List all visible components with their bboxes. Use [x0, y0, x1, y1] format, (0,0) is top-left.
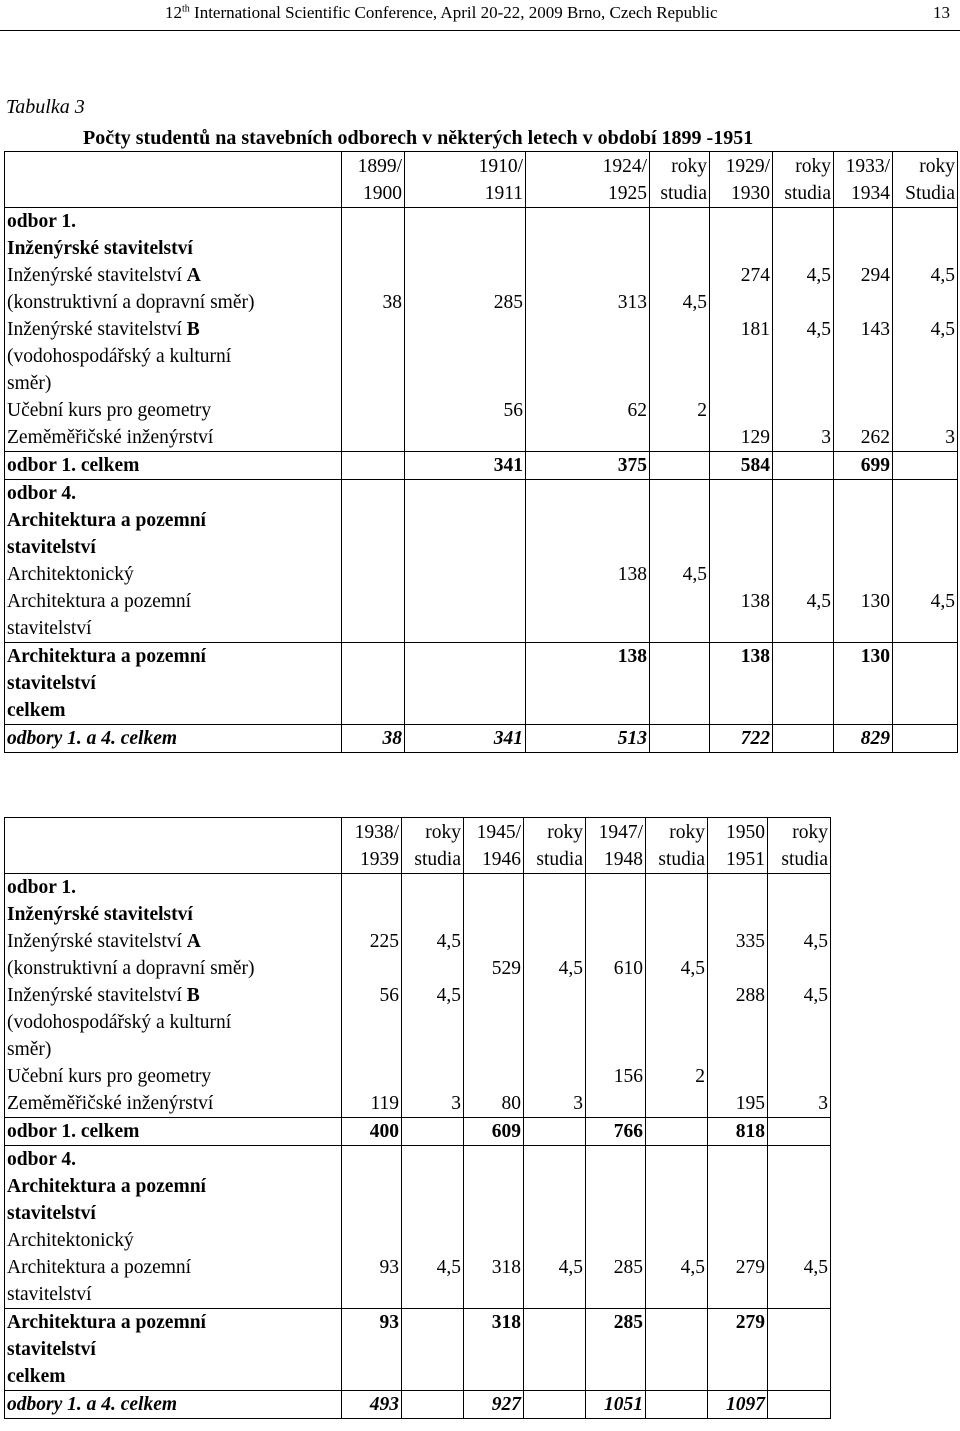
- col-header: 1945/ 1946: [464, 818, 524, 874]
- table-cell: [524, 1118, 586, 1146]
- col-header: roky studia: [650, 152, 710, 208]
- header-row: [5, 818, 831, 874]
- table-cell: 722: [710, 725, 773, 753]
- table-cell: 4,5 2: [650, 208, 710, 452]
- row-label: odbor 4. Architektura a pozemní stavitelství Architektonický Architektura a pozemní stavitelství: [5, 480, 342, 643]
- row-label: odbor 1. celkem: [5, 452, 342, 480]
- table-cell: [405, 480, 526, 643]
- table-cell: 4,5: [402, 1146, 464, 1309]
- table-cell: 38: [342, 725, 405, 753]
- header-empty: [5, 152, 342, 208]
- table-cell: [650, 452, 710, 480]
- col-header: 1950 1951: [708, 818, 768, 874]
- table-cell: 829: [834, 725, 893, 753]
- table-cell: 285 56: [405, 208, 526, 452]
- table-row-odbor1-celkem: [5, 452, 958, 480]
- table-cell: [893, 643, 958, 725]
- table-cell: [405, 643, 526, 725]
- table-cell: 4,5 3: [524, 874, 586, 1118]
- col-header: roky studia: [773, 152, 834, 208]
- table-cell: [646, 1391, 708, 1419]
- table-cell: [524, 1391, 586, 1419]
- table-cell: [773, 725, 834, 753]
- table-title: Počty studentů na stavebních odborech v některých letech v období 1899 -1951: [83, 127, 754, 149]
- table-cell: 400: [342, 1118, 402, 1146]
- table-row-odbor1-celkem: [5, 1118, 831, 1146]
- student-table-1899-1934: [4, 151, 958, 753]
- table-cell: 4,5 4,5 3: [893, 208, 958, 452]
- table-cell: 279: [708, 1146, 768, 1309]
- table-cell: [524, 1309, 586, 1391]
- table-cell: 610 156: [586, 874, 646, 1118]
- table-cell: 493: [342, 1391, 402, 1419]
- table-cell: 699: [834, 452, 893, 480]
- table-cell: 138: [526, 480, 650, 643]
- row-label: odbor 1. Inženýrské stavitelství Inženýrské stavitelství A (konstruktivní a dopravní směr) Inženýrské stavitelství B (vodohospodářský a kulturní směr) Učební kurs pro geometry Zeměměřičské inženýrství: [5, 874, 342, 1118]
- table-cell: 4,5: [768, 1146, 831, 1309]
- table-cell: [893, 452, 958, 480]
- col-header: roky studia: [402, 818, 464, 874]
- table-cell: [893, 725, 958, 753]
- table-cell: 4,5 4,5 3: [402, 874, 464, 1118]
- table-cell: 274 181 129: [710, 208, 773, 452]
- table-cell: [650, 725, 710, 753]
- table-cell: 4,5 2: [646, 874, 708, 1118]
- table-cell: 38: [342, 208, 405, 452]
- table-row-odbory-celkem: [5, 1391, 831, 1419]
- row-label: Architektura a pozemní stavitelství celkem: [5, 643, 342, 725]
- table-cell: 130: [834, 643, 893, 725]
- table-cell: [768, 1309, 831, 1391]
- table-cell: 341: [405, 725, 526, 753]
- col-header: 1938/ 1939: [342, 818, 402, 874]
- table-cell: 313 62: [526, 208, 650, 452]
- table-cell: [402, 1309, 464, 1391]
- table-cell: [342, 480, 405, 643]
- row-label: odbor 4. Architektura a pozemní stavitelství Architektonický Architektura a pozemní stavitelství: [5, 1146, 342, 1309]
- table-cell: [773, 452, 834, 480]
- row-label: odbor 1. Inženýrské stavitelství Inženýrské stavitelství A (konstruktivní a dopravní směr) Inženýrské stavitelství B (vodohospodářský a kulturní směr) Učební kurs pro geometry Zeměměřičské inženýrství: [5, 208, 342, 452]
- table-cell: [402, 1391, 464, 1419]
- table-cell: 294 143 262: [834, 208, 893, 452]
- table-cell: 529 80: [464, 874, 524, 1118]
- table-cell: 927: [464, 1391, 524, 1419]
- table-cell: 4,5: [650, 480, 710, 643]
- header-row: [5, 152, 958, 208]
- col-header: roky studia: [524, 818, 586, 874]
- table-row-odbor4: [5, 1146, 831, 1309]
- table-row-odbory-celkem: [5, 725, 958, 753]
- table-cell: 375: [526, 452, 650, 480]
- table-cell: 1051: [586, 1391, 646, 1419]
- table-cell: 1097: [708, 1391, 768, 1419]
- col-header: 1947/ 1948: [586, 818, 646, 874]
- table-cell: 335 288 195: [708, 874, 768, 1118]
- table-cell: [773, 643, 834, 725]
- col-header: 1929/ 1930: [710, 152, 773, 208]
- table-cell: [650, 643, 710, 725]
- table-cell: 93: [342, 1309, 402, 1391]
- row-label: odbor 1. celkem: [5, 1118, 342, 1146]
- header-empty: [5, 818, 342, 874]
- table-cell: 341: [405, 452, 526, 480]
- table-cell: 285: [586, 1146, 646, 1309]
- table-cell: 138: [710, 480, 773, 643]
- table-cell: [768, 1391, 831, 1419]
- table-cell: [342, 452, 405, 480]
- table-cell: 285: [586, 1309, 646, 1391]
- table-cell: 93: [342, 1146, 402, 1309]
- table-cell: [768, 1118, 831, 1146]
- table-row-arch-celkem: [5, 643, 958, 725]
- conference-title: 12th International Scientific Conference, April 20-22, 2009 Brno, Czech Republic: [165, 3, 718, 22]
- col-header: roky Studia: [893, 152, 958, 208]
- table-cell: 4,5: [893, 480, 958, 643]
- table-cell: 225 56 119: [342, 874, 402, 1118]
- table-cell: 4,5 4,5 3: [768, 874, 831, 1118]
- table-cell: 279: [708, 1309, 768, 1391]
- table-cell: 4,5 4,5 3: [773, 208, 834, 452]
- table-cell: 584: [710, 452, 773, 480]
- table-cell: 818: [708, 1118, 768, 1146]
- table-cell: 4,5: [773, 480, 834, 643]
- page-number: 13: [933, 3, 950, 22]
- table-cell: 513: [526, 725, 650, 753]
- table-cell: 130: [834, 480, 893, 643]
- col-header: 1899/ 1900: [342, 152, 405, 208]
- table-cell: 4,5: [524, 1146, 586, 1309]
- col-header: roky studia: [768, 818, 831, 874]
- row-label: odbory 1. a 4. celkem: [5, 725, 342, 753]
- col-header: roky studia: [646, 818, 708, 874]
- table-caption: Tabulka 3: [6, 96, 85, 118]
- table-cell: [646, 1309, 708, 1391]
- table-cell: 138: [710, 643, 773, 725]
- row-label: odbory 1. a 4. celkem: [5, 1391, 342, 1419]
- table-cell: [646, 1118, 708, 1146]
- table-row-odbor1: [5, 874, 831, 1118]
- student-table-1938-1951: [4, 817, 831, 1419]
- table-row-arch-celkem: [5, 1309, 831, 1391]
- col-header: 1910/ 1911: [405, 152, 526, 208]
- col-header: 1924/ 1925: [526, 152, 650, 208]
- table-cell: 318: [464, 1146, 524, 1309]
- table-cell: [402, 1118, 464, 1146]
- col-header: 1933/ 1934: [834, 152, 893, 208]
- table-row-odbor4: [5, 480, 958, 643]
- table-cell: 318: [464, 1309, 524, 1391]
- table-cell: [342, 643, 405, 725]
- table-cell: 4,5: [646, 1146, 708, 1309]
- row-label: Architektura a pozemní stavitelství celkem: [5, 1309, 342, 1391]
- table-cell: 138: [526, 643, 650, 725]
- table-cell: 766: [586, 1118, 646, 1146]
- table-cell: 609: [464, 1118, 524, 1146]
- page-header: [0, 0, 960, 31]
- table-row-odbor1: [5, 208, 958, 452]
